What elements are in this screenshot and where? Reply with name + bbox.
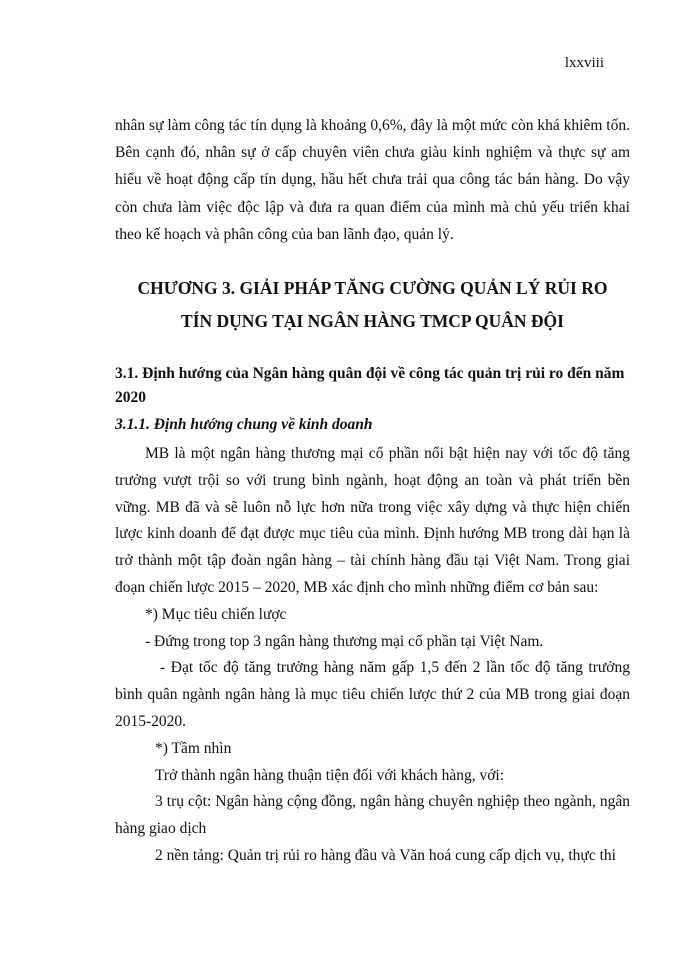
body-paragraph: 3 trụ cột: Ngân hàng cộng đồng, ngân hàng chuyên nghiệp theo ngành, ngân hàng giao dịch xyxy=(115,793,630,838)
body-paragraph: MB là một ngân hàng thương mại cổ phần nổi bật hiện nay với tốc độ tăng trưởng vượt trội so với trung bình ngành, hoạt động an toàn và phát triển bền vững. MB đã và sẽ luôn nỗ lực hơn nữa trong việc xây dựng và thực hiện chiến lược kinh doanh để đạt được mục tiêu của mình. Định hướng MB trong dài hạn là trở thành một tập đoàn ngân hàng – tài chính hàng đầu tại Việt Nam. Trong giai đoạn chiến lược 2015 – 2020, MB xác định cho mình những điểm cơ bản sau: xyxy=(115,445,630,596)
subsection-heading: 3.1.1. Định hướng chung về kinh doanh xyxy=(115,416,373,433)
body-text xyxy=(115,441,630,870)
chapter-heading-line2: TÍN DỤNG TẠI NGÂN HÀNG TMCP QUÂN ĐỘI xyxy=(181,311,564,331)
body-paragraph: Trở thành ngân hàng thuận tiện đối với khách hàng, với: xyxy=(155,766,505,784)
intro-paragraph: nhân sự làm công tác tín dụng là khoảng 0,6%, đây là một mức còn khá khiêm tốn. Bên cạnh đó, nhân sự ở cấp chuyên viên chưa giàu kinh nghiệm và thực sự am hiểu về hoạt động cấp tín dụng, hầu hết chưa trải qua công tác bán hàng. Do vậy còn chưa làm việc độc lập và đưa ra quan điểm của mình mà chủ yếu triển khai theo kế hoạch và phân công của ban lãnh đạo, quản lý. xyxy=(115,117,630,243)
list-item: - Đứng trong top 3 ngân hàng thương mại cổ phần tại Việt Nam. xyxy=(145,632,544,650)
body-paragraph: 2 nền tảng: Quản trị rủi ro hàng đầu và Văn hoá cung cấp dịch vụ, thực thi xyxy=(155,846,616,864)
list-item: - Đạt tốc độ tăng trưởng hàng năm gấp 1,5 đến 2 lần tốc độ tăng trưởng bình quân ngành ngân hàng là mục tiêu chiến lược thứ 2 của MB trong giai đoạn 2015-2020. xyxy=(115,659,630,730)
list-heading: *) Mục tiêu chiến lược xyxy=(145,605,287,623)
chapter-heading-line1: CHƯƠNG 3. GIẢI PHÁP TĂNG CƯỜNG QUẢN LÝ RỦI RO xyxy=(137,278,608,298)
page-number: lxxviii xyxy=(564,55,604,71)
chapter-heading xyxy=(100,272,645,338)
section-heading: 3.1. Định hướng của Ngân hàng quân đội về công tác quản trị rủi ro đến năm 2020 xyxy=(115,365,625,406)
list-heading: *) Tầm nhìn xyxy=(155,739,232,757)
